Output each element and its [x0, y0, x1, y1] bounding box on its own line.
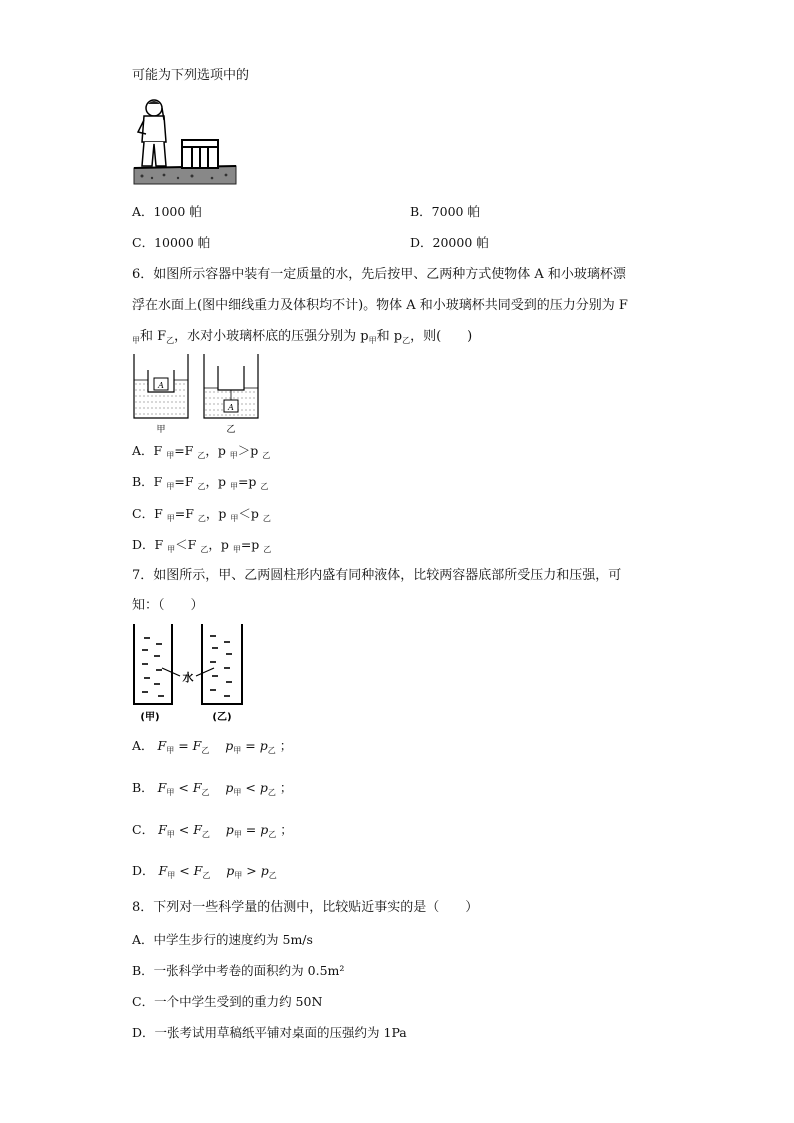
q6-option-b[interactable]: B．F $_甲$=F $_乙$，p $_甲$=p $_乙$ — [132, 474, 269, 491]
intro-text: 可能为下列选项中的 — [132, 68, 250, 83]
svg-text:(甲): (甲) — [140, 712, 160, 723]
q6-option-a[interactable]: A．F $_甲$=F $_乙$，p $_甲$＞p $_乙$ — [132, 443, 271, 460]
svg-text:甲: 甲 — [156, 425, 166, 434]
q5-option-d[interactable]: D．20000 帕 — [410, 235, 489, 250]
svg-text:水: 水 — [182, 671, 194, 684]
q8-stem: 8．下列对一些科学量的估测中，比较贴近事实的是（ ） — [132, 900, 479, 915]
svg-text:A: A — [228, 403, 234, 412]
q6-option-d[interactable]: D．F $_甲$＜F $_乙$，p $_甲$=p $_乙$ — [132, 537, 272, 554]
q7-option-a[interactable]: A． $F_甲 = F_乙$ $p_甲 = p_乙$ ； — [132, 738, 293, 755]
q6-stem-line2: 浮在水面上(图中细线重力及体积均不计)。物体 A 和小玻璃杯共同受到的压力分别为 F — [132, 298, 628, 313]
q6-option-c[interactable]: C．F $_甲$=F $_乙$，p $_甲$＜p $_乙$ — [132, 506, 271, 523]
svg-text:(乙): (乙) — [212, 712, 232, 723]
person-brick-figure — [132, 98, 238, 186]
q5-option-a[interactable]: A．1000 帕 — [132, 204, 202, 219]
svg-text:乙: 乙 — [226, 425, 236, 434]
q6-stem-line3: $_甲$和 $F_乙$，水对小玻璃杯底的压强分别为 $p_甲$和 $p_乙$，则( ) — [132, 329, 473, 345]
q8-option-b[interactable]: B．一张科学中考卷的面积约为 0.5m² — [132, 963, 345, 978]
q5-option-b[interactable]: B．7000 帕 — [410, 204, 480, 219]
q7-option-b[interactable]: B． $F_甲 < F_乙$ $p_甲 < p_乙$ ； — [132, 780, 293, 797]
container-yi — [204, 354, 258, 418]
container-jia — [134, 354, 188, 418]
cylinder-yi — [202, 624, 242, 704]
q7-option-d[interactable]: D． $F_甲 < F_乙$ $p_甲 > p_乙$ — [132, 863, 277, 880]
q7-stem-line2: 知：（ ） — [132, 598, 204, 613]
q7-stem-line1: 7．如图所示，甲、乙两圆柱形内盛有同种液体，比较两容器底部所受压力和压强，可 — [132, 568, 622, 583]
q8-option-d[interactable]: D．一张考试用草稿纸平铺对桌面的压强约为 1Pa — [132, 1025, 407, 1040]
svg-text:A: A — [158, 381, 164, 390]
cylinder-jia — [134, 624, 172, 704]
q6-containers-figure — [132, 352, 262, 434]
q8-option-a[interactable]: A．中学生步行的速度约为 5m/s — [132, 932, 313, 947]
q7-cylinders-figure — [132, 622, 246, 724]
q6-stem-line1: 6．如图所示容器中装有一定质量的水，先后按甲、乙两种方式使物体 A 和小玻璃杯漂 — [132, 267, 626, 282]
q7-option-c[interactable]: C． $F_甲 < F_乙$ $p_甲 = p_乙$ ； — [132, 822, 293, 839]
q8-option-c[interactable]: C．一个中学生受到的重力约 50N — [132, 994, 323, 1009]
q5-option-c[interactable]: C．10000 帕 — [132, 235, 211, 250]
